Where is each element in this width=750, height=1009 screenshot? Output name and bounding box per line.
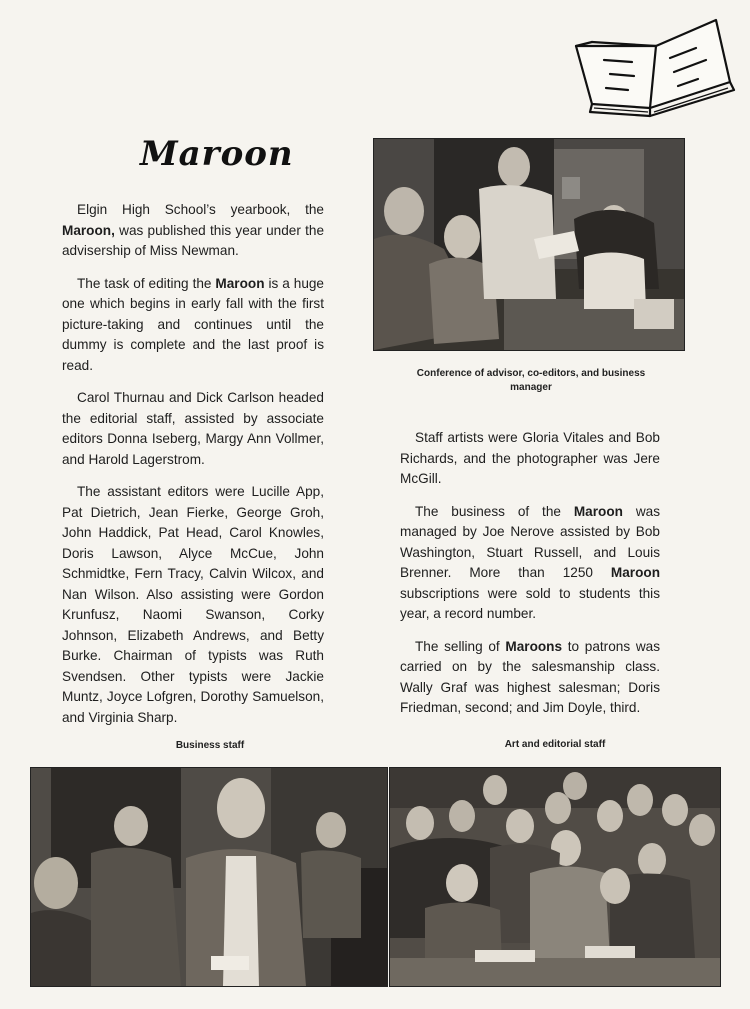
paragraph: [400, 637, 660, 719]
business-staff-caption: Business staff: [175, 740, 245, 751]
bold-text: Maroon: [573, 503, 623, 519]
page-title: Maroon: [140, 134, 294, 174]
text-run: Elgin High School’s yearbook, the: [77, 202, 324, 217]
art-editorial-staff-photo: [389, 767, 721, 987]
bold-text: Maroon: [215, 275, 265, 291]
paragraph: [400, 502, 660, 625]
text-run: was published this year under the advisership of Miss Newman.: [62, 222, 324, 258]
business-staff-photo: [30, 767, 388, 987]
left-text-column: [62, 200, 324, 740]
paragraph: [62, 274, 324, 377]
text-run: The assistant editors were Lucille App, Pat Dietrich, Jean Fierke, George Groh, John Haddick, Pat Head, Carol Knowles, Doris Lawson, Alyce McCue, John Schmidtke, Fern Tracy, Calvin Wilcox, and Nan Wilson. Also assisting were Gordon Krunfusz, Naomi Swanson, Corky Johnson, Elizabeth Andrews, and Betty Burke. Chairman of typists was Ruth Svendsen. Other typists were Jackie Muntz, Joyce Lofgren, Dorothy Samuelson, and Virginia Sharp.: [62, 484, 324, 725]
paragraph: [400, 428, 660, 490]
conference-photo-caption: Conference of advisor, co-editors, and business manager: [416, 368, 646, 393]
text-run: The business of the: [415, 503, 574, 519]
right-text-column: [400, 428, 660, 731]
text-run: Staff artists were Gloria Vitales and Bob Richards, and the photographer was Jere McGill.: [400, 430, 660, 486]
open-book-icon: [570, 12, 738, 118]
text-run: is a huge one which begins in early fall with the first picture-taking and continues until the dummy is complete and the last proof is read.: [62, 275, 324, 373]
text-run: The selling of: [415, 638, 506, 654]
text-run: The task of editing the: [77, 275, 216, 291]
paragraph: [62, 200, 324, 262]
bold-text: Maroon: [610, 565, 660, 580]
text-run: Carol Thurnau and Dick Carlson headed the editorial staff, assisted by associate editors Donna Iseberg, Margy Ann Vollmer, and Harold Lagerstrom.: [62, 390, 324, 467]
text-run: was managed by Joe Nerove assisted by Bob Washington, Stuart Russell, and Louis Brenner. More than 1250: [400, 503, 660, 580]
bold-text: Maroons: [505, 638, 563, 654]
text-run: to patrons was carried on by the salesmanship class. Wally Graf was highest salesman; Doris Friedman, second; and Jim Doyle, third.: [400, 638, 660, 715]
conference-photo: [373, 138, 685, 351]
art-editorial-staff-caption: Art and editorial staff: [504, 739, 606, 750]
paragraph: [62, 482, 324, 728]
text-run: subscriptions were sold to students this year, a record number.: [400, 585, 660, 621]
paragraph: [62, 388, 324, 470]
bold-text: Maroon,: [62, 222, 115, 238]
